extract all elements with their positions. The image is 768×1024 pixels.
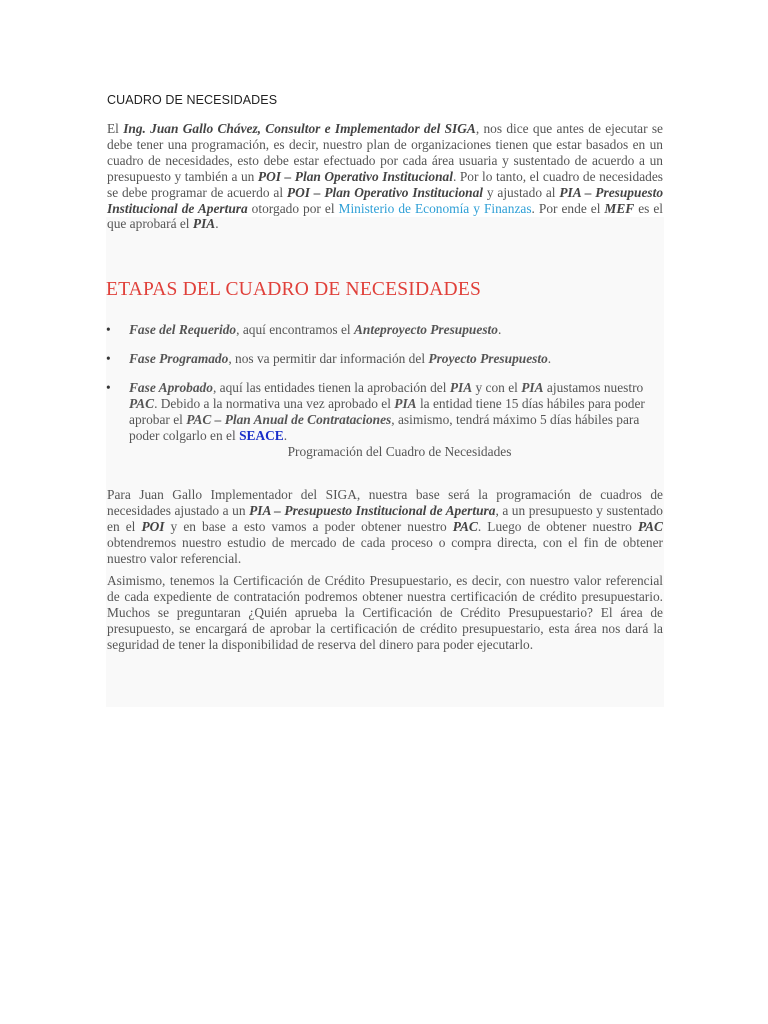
- list-item: • Fase Programado, nos va permitir dar información del Proyecto Presupuesto.: [106, 351, 646, 367]
- programming-paragraph: Para Juan Gallo Implementador del SIGA, nuestra base será la programación de cuadros de necesidades ajustado a un PIA – Presupuesto Institucional de Apertura, a un presupuesto y sustentado en el POI y en base a esto vamos a poder obtener nuestro PAC. Luego de obtener nuestro PAC obtendremos nuestro estudio de mercado de cada proceso o compra directa, con el fin de obtener nuestro valor referencial.: [107, 487, 663, 566]
- mef-link[interactable]: Ministerio de Economía y Finanzas: [338, 200, 532, 216]
- section-heading: ETAPAS DEL CUADRO DE NECESIDADES: [106, 279, 481, 300]
- list-item: • Fase Aprobado, aquí las entidades tienen la aprobación del PIA y con el PIA ajustamos nuestro PAC. Debido a la normativa una vez aprobado el PIA la entidad tiene 15 días hábiles para poder aprobar el PAC – Plan Anual de Contrataciones, asimismo, tendrá máximo 5 días hábiles para poder colgarlo en el SEACE.: [106, 380, 646, 444]
- seace-link[interactable]: SEACE: [239, 427, 284, 443]
- intro-paragraph: El Ing. Juan Gallo Chávez, Consultor e Implementador del SIGA, nos dice que antes de ejecutar se debe tener una programación, es decir, nuestro plan de organizaciones tienen que estar basados en un cuadro de necesidades, esto debe estar efectuado por cada área usuaria y sustentado de acuerdo a un presupuesto y también a un POI – Plan Operativo Institucional. Por lo tanto, el cuadro de necesidades se debe programar de acuerdo al POI – Plan Operativo Institucional y ajustado al PIA – Presupuesto Institucional de Apertura otorgado por el Ministerio de Economía y Finanzas. Por ende el MEF es el que aprobará el PIA.: [107, 121, 664, 232]
- certification-paragraph: Asimismo, tenemos la Certificación de Crédito Presupuestario, es decir, con nuestro valor referencial de cada expediente de contratación podremos obtener nuestra certificación de crédito presupuestario. Muchos se preguntaran ¿Quién aprueba la Certificación de Crédito Presupuestario? El área de presupuesto, se encargará de aprobar la certificación de crédito presupuestario, esta área nos dará la seguridad de tener la disponibilidad de reserva del dinero para poder ejecutarlo.: [107, 573, 663, 652]
- list-item: • Fase del Requerido, aquí encontramos el Anteproyecto Presupuesto.: [106, 322, 646, 338]
- subsection-title: Programación del Cuadro de Necesidades: [287, 444, 512, 459]
- page-title: CUADRO DE NECESIDADES: [107, 93, 278, 107]
- stages-list: [106, 322, 646, 456]
